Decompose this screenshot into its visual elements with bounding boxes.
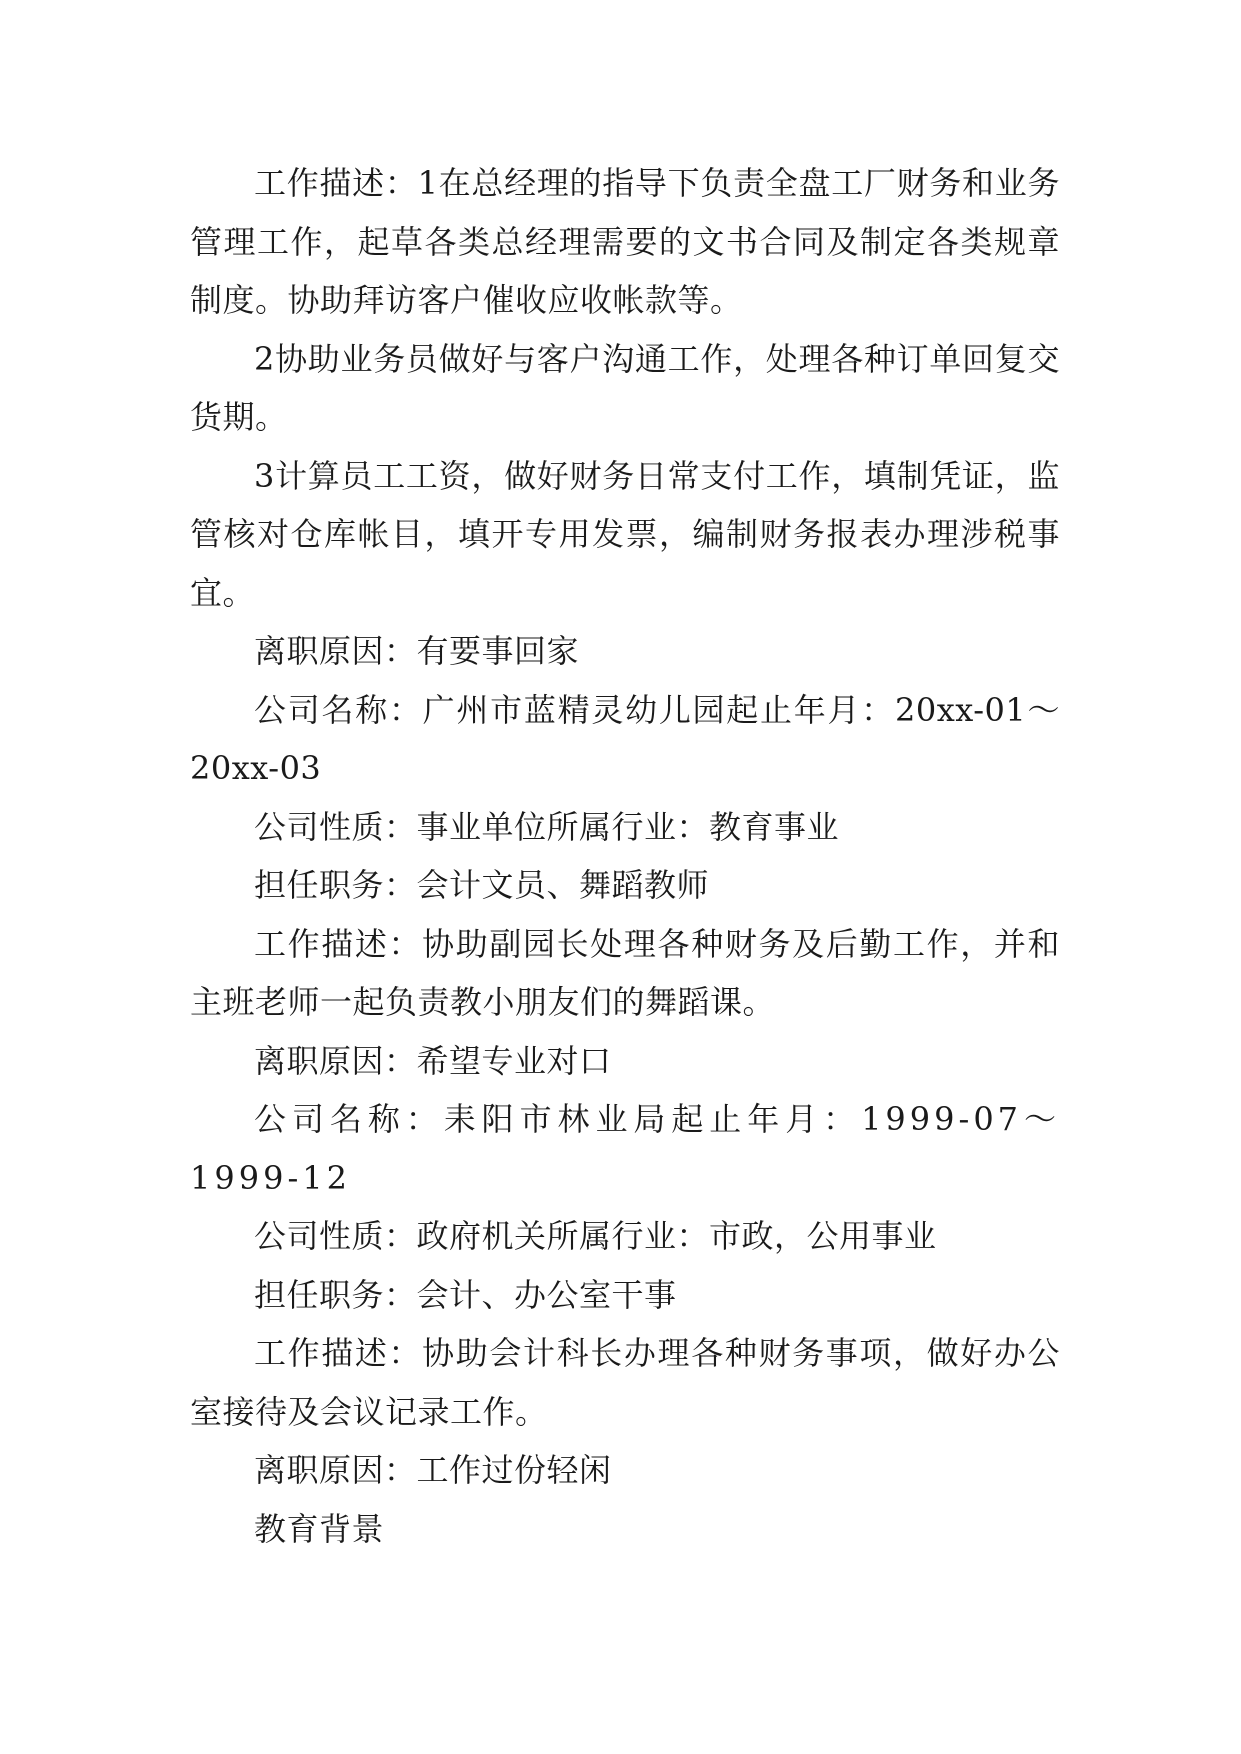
company-name-3: 公司名称：耒阳市林业局起止年月：1999-07～1999-12 [190,1100,1060,1197]
education-heading: 教育背景 [254,1509,385,1548]
job-description-paragraph-2: 2协助业务员做好与客户沟通工作，处理各种订单回复交货期。 [190,339,1060,436]
job-description-paragraph-1: 工作描述：1在总经理的指导下负责全盘工厂财务和业务管理工作，起草各类总经理需要的文书合同及制定各类规章制度。协助拜访客户催收应收帐款等。 [190,164,1060,319]
job-description-paragraph-3: 3计算员工工资，做好财务日常支付工作，填制凭证，监管核对仓库帐目，填开专用发票，编制财务报表办理涉税事宜。 [190,456,1060,612]
leave-reason-1: 离职原因：有要事回家 [254,632,580,670]
company-name-2: 公司名称：广州市蓝精灵幼儿园起止年月：20xx-01～20xx-03 [190,690,1060,787]
document-body [190,154,1060,1558]
leave-reason-2: 离职原因：希望专业对口 [254,1041,612,1080]
job-description-2: 工作描述：协助副园长处理各种财务及后勤工作，并和主班老师一起负责教小朋友们的舞蹈课。 [190,924,1060,1021]
position-2: 担任职务：会计文员、舞蹈教师 [254,866,710,904]
job-description-3: 工作描述：协助会计科长办理各种财务事项，做好办公室接待及会议记录工作。 [190,1334,1060,1431]
company-nature-2: 公司性质：事业单位所属行业：教育事业 [254,807,840,846]
company-nature-3: 公司性质：政府机关所属行业：市政，公用事业 [254,1217,937,1255]
leave-reason-3: 离职原因：工作过份轻闲 [254,1451,612,1489]
position-3: 担任职务：会计、办公室干事 [254,1275,677,1314]
